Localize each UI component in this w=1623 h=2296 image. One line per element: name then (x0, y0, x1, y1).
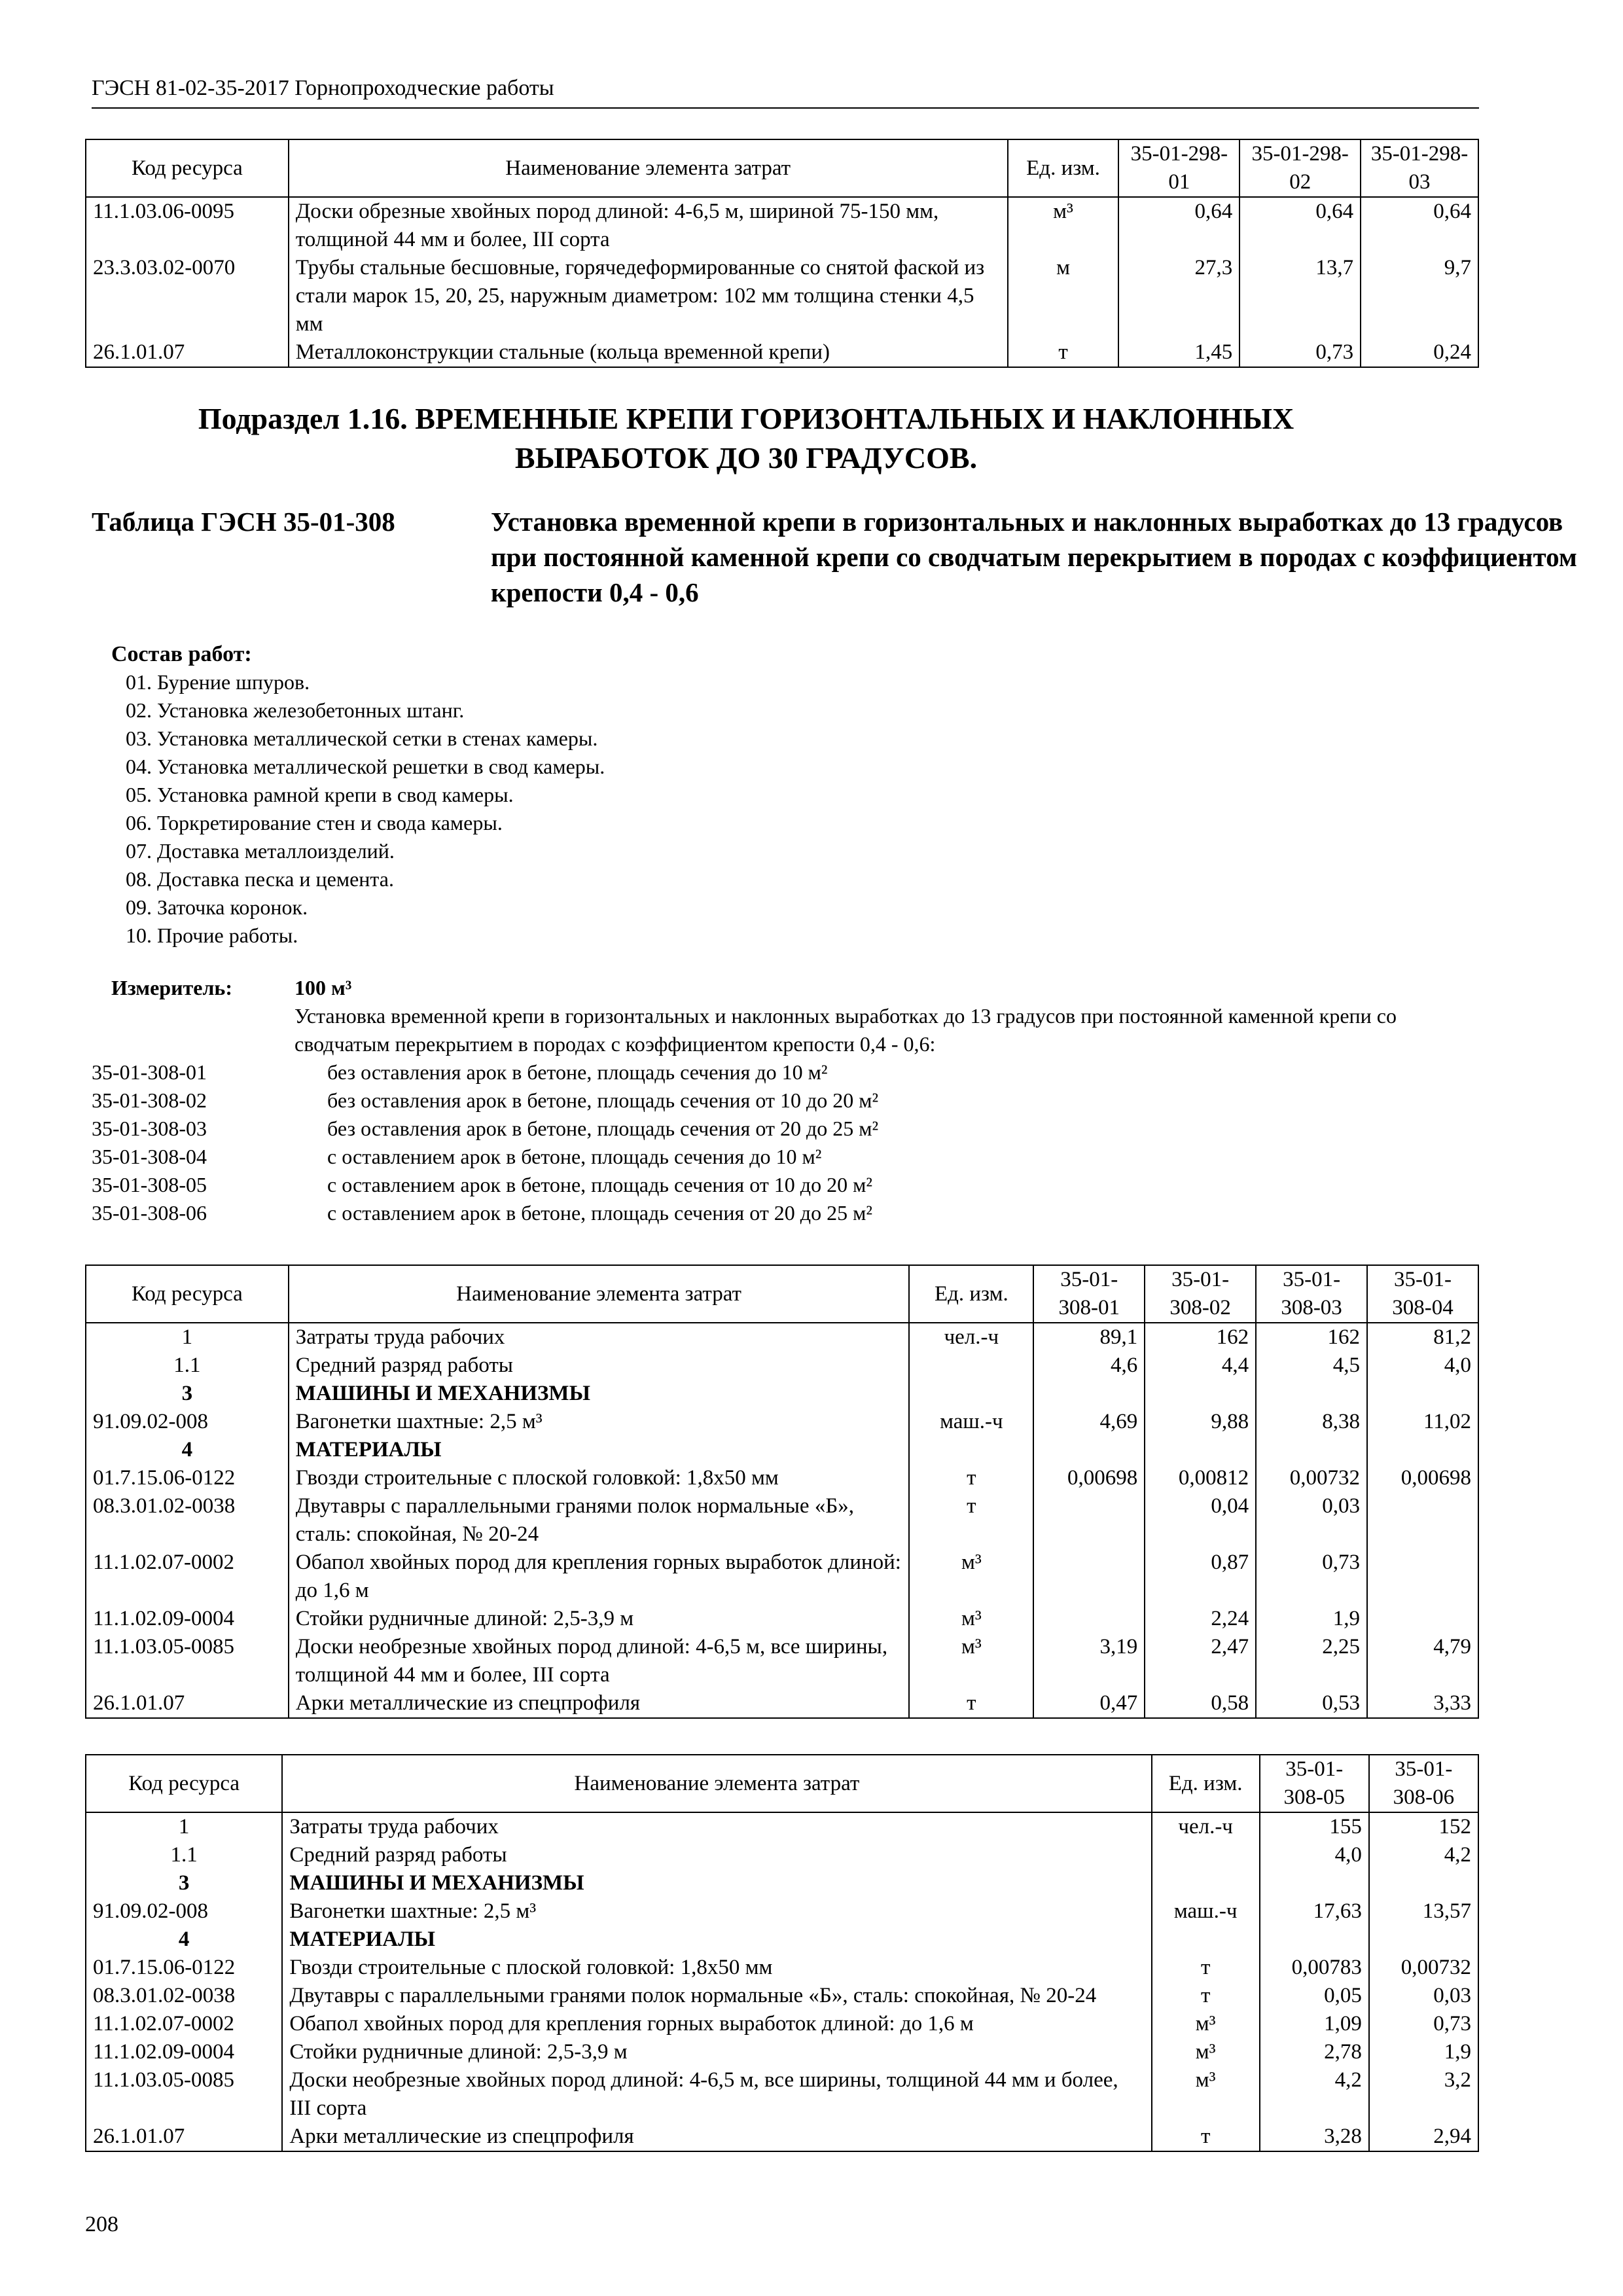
meter-label: Измеритель: (111, 976, 232, 999)
list-item: 09. Заточка коронок. (126, 895, 308, 919)
resource-code: 11.1.03.05-0085 (86, 1633, 289, 1689)
resource-table-a (85, 1265, 1479, 1719)
resource-value: 0,73 (1256, 1549, 1367, 1605)
resource-code: 26.1.01.07 (86, 1689, 289, 1718)
table-row (86, 1841, 1478, 1869)
resource-value: 0,03 (1369, 1982, 1478, 2010)
column-header: 35-01-308-04 (1367, 1265, 1478, 1323)
table-row (86, 338, 1478, 367)
resource-unit (1152, 1841, 1260, 1869)
table-header-row (86, 1755, 1478, 1812)
resource-unit: м³ (909, 1633, 1033, 1689)
column-header: Ед. изм. (1152, 1755, 1260, 1812)
resource-value: 2,24 (1145, 1605, 1256, 1633)
meter-code: 35-01-308-06 (92, 1201, 207, 1225)
resource-code: 08.3.01.02-0038 (86, 1492, 289, 1549)
work-composition (111, 640, 605, 950)
resource-value (1369, 1926, 1478, 1954)
resource-value: 11,02 (1367, 1408, 1478, 1436)
resource-code: 91.09.02-008 (86, 1897, 282, 1926)
resource-code: 23.3.03.02-0070 (86, 254, 289, 338)
table-row (86, 1380, 1478, 1408)
table-row (86, 1408, 1478, 1436)
resource-unit (909, 1436, 1033, 1464)
table-row (86, 1549, 1478, 1605)
resource-value: 8,38 (1256, 1408, 1367, 1436)
table-row (86, 1897, 1478, 1926)
resource-value: 0,00732 (1369, 1954, 1478, 1982)
resource-value: 4,6 (1033, 1352, 1145, 1380)
meter-desc: с оставлением арок в бетоне, площадь сечения от 20 до 25 м² (327, 1201, 872, 1225)
meter-desc: с оставлением арок в бетоне, площадь сечения от 10 до 20 м² (327, 1173, 872, 1196)
column-header: 35-01-308-05 (1260, 1755, 1369, 1812)
resource-code: 4 (86, 1436, 289, 1464)
resource-value: 0,00698 (1367, 1464, 1478, 1492)
resource-unit: т (1152, 1954, 1260, 1982)
table-row (86, 1436, 1478, 1464)
resource-name: Вагонетки шахтные: 2,5 м³ (289, 1408, 910, 1436)
column-header: 35-01-298-01 (1118, 139, 1240, 197)
resource-name: Затраты труда рабочих (289, 1323, 910, 1352)
resource-value: 0,64 (1361, 197, 1478, 254)
resource-value: 0,73 (1240, 338, 1361, 367)
meter-code: 35-01-308-01 (92, 1060, 207, 1084)
column-header: Ед. изм. (909, 1265, 1033, 1323)
resource-value: 3,19 (1033, 1633, 1145, 1689)
resource-value: 0,87 (1145, 1549, 1256, 1605)
resource-value (1145, 1380, 1256, 1408)
resource-unit: т (909, 1492, 1033, 1549)
resource-code: 1 (86, 1323, 289, 1352)
meter-code: 35-01-308-05 (92, 1173, 207, 1196)
resource-name: МАШИНЫ И МЕХАНИЗМЫ (289, 1380, 910, 1408)
resource-value: 162 (1256, 1323, 1367, 1352)
resource-value: 0,00732 (1256, 1464, 1367, 1492)
table-row (86, 2010, 1478, 2038)
table-row (86, 1869, 1478, 1897)
meter-code: 35-01-308-04 (92, 1145, 207, 1168)
resource-code: 11.1.02.07-0002 (86, 2010, 282, 2038)
table-row (86, 1954, 1478, 1982)
resource-value: 3,2 (1369, 2066, 1478, 2123)
resource-value (1367, 1380, 1478, 1408)
resource-value (1367, 1436, 1478, 1464)
resource-value: 1,45 (1118, 338, 1240, 367)
resource-name: Стойки рудничные длиной: 2,5-3,9 м (289, 1605, 910, 1633)
resource-unit (909, 1380, 1033, 1408)
column-header: 35-01-298-03 (1361, 139, 1478, 197)
table-row (86, 1605, 1478, 1633)
column-header: 35-01-308-01 (1033, 1265, 1145, 1323)
resource-name: МАТЕРИАЛЫ (289, 1436, 910, 1464)
resource-value: 0,04 (1145, 1492, 1256, 1549)
resource-unit (1152, 1869, 1260, 1897)
resource-value: 0,03 (1256, 1492, 1367, 1549)
resource-value: 81,2 (1367, 1323, 1478, 1352)
resource-table-b (85, 1754, 1479, 2152)
resource-value: 0,47 (1033, 1689, 1145, 1718)
resource-value: 4,0 (1367, 1352, 1478, 1380)
resource-code: 91.09.02-008 (86, 1408, 289, 1436)
resource-value (1033, 1492, 1145, 1549)
resource-value (1256, 1436, 1367, 1464)
column-header: 35-01-298-02 (1240, 139, 1361, 197)
resource-name: Двутавры с параллельными гранями полок нормальные «Б», сталь: спокойная, № 20-24 (289, 1492, 910, 1549)
resource-value: 2,94 (1369, 2123, 1478, 2151)
resource-value (1260, 1926, 1369, 1954)
resource-unit: маш.-ч (1152, 1897, 1260, 1926)
resource-code: 08.3.01.02-0038 (86, 1982, 282, 2010)
resource-unit: чел.-ч (909, 1323, 1033, 1352)
resource-value (1145, 1436, 1256, 1464)
resource-value: 155 (1260, 1812, 1369, 1841)
resource-value: 4,69 (1033, 1408, 1145, 1436)
resource-name: Обапол хвойных пород для крепления горных выработок длиной: до 1,6 м (282, 2010, 1151, 2038)
resource-name: Арки металлические из спецпрофиля (282, 2123, 1151, 2151)
resource-unit: м³ (1152, 2066, 1260, 2123)
resource-value: 2,78 (1260, 2038, 1369, 2066)
resource-unit (1152, 1926, 1260, 1954)
resource-value (1260, 1869, 1369, 1897)
resource-unit: т (1008, 338, 1119, 367)
resource-code: 4 (86, 1926, 282, 1954)
resource-name: Доски обрезные хвойных пород длиной: 4-6,5 м, шириной 75-150 мм, толщиной 44 мм и более, III сорта (289, 197, 1008, 254)
resource-code: 11.1.02.07-0002 (86, 1549, 289, 1605)
resource-value (1367, 1492, 1478, 1549)
resource-name: МАТЕРИАЛЫ (282, 1926, 1151, 1954)
resource-code: 11.1.03.06-0095 (86, 197, 289, 254)
resource-value: 17,63 (1260, 1897, 1369, 1926)
resource-name: Трубы стальные бесшовные, горячедеформированные со снятой фаской из стали марок 15, 20, 25, наружным диаметром: 102 мм толщина стенки 4,5 мм (289, 254, 1008, 338)
resource-unit: чел.-ч (1152, 1812, 1260, 1841)
resource-unit: м³ (1152, 2010, 1260, 2038)
table-row (86, 1982, 1478, 2010)
resource-name: Средний разряд работы (282, 1841, 1151, 1869)
column-header: Ед. изм. (1008, 139, 1119, 197)
resource-unit: м³ (1008, 197, 1119, 254)
resource-value: 9,7 (1361, 254, 1478, 338)
list-item: 06. Торкретирование стен и свода камеры. (126, 811, 503, 834)
resource-code: 11.1.03.05-0085 (86, 2066, 282, 2123)
list-item: 02. Установка железобетонных штанг. (126, 698, 465, 722)
resource-code: 01.7.15.06-0122 (86, 1954, 282, 1982)
table-row (86, 2066, 1478, 2123)
resource-value (1369, 1869, 1478, 1897)
table-row (86, 1633, 1478, 1689)
resource-value (1033, 1436, 1145, 1464)
column-header: 35-01-308-02 (1145, 1265, 1256, 1323)
resource-name: Доски необрезные хвойных пород длиной: 4-6,5 м, все ширины, толщиной 44 мм и более, III сорта (289, 1633, 910, 1689)
resource-value: 0,64 (1240, 197, 1361, 254)
resource-code: 1.1 (86, 1841, 282, 1869)
table-row (86, 1323, 1478, 1352)
resource-value: 4,5 (1256, 1352, 1367, 1380)
subsection-title-line: ВЫРАБОТОК ДО 30 ГРАДУСОВ. (514, 441, 978, 475)
meter-value: 100 м³ (294, 976, 352, 999)
column-header: Наименование элемента затрат (289, 1265, 910, 1323)
resource-value: 0,00812 (1145, 1464, 1256, 1492)
column-header: 35-01-308-03 (1256, 1265, 1367, 1323)
column-header: Код ресурса (86, 1265, 289, 1323)
table-header-row (86, 1265, 1478, 1323)
meter-desc: без оставления арок в бетоне, площадь сечения до 10 м² (327, 1060, 828, 1084)
resource-value: 89,1 (1033, 1323, 1145, 1352)
subsection-title (118, 399, 1374, 478)
resource-code: 3 (86, 1869, 282, 1897)
resource-code: 3 (86, 1380, 289, 1408)
column-header: Наименование элемента затрат (282, 1755, 1151, 1812)
resource-value: 13,57 (1369, 1897, 1478, 1926)
resource-name: Средний разряд работы (289, 1352, 910, 1380)
resource-unit: м³ (909, 1605, 1033, 1633)
resource-name: Гвозди строительные с плоской головкой: 1,8x50 мм (282, 1954, 1151, 1982)
list-item: 08. Доставка песка и цемента. (126, 867, 394, 891)
resource-value: 152 (1369, 1812, 1478, 1841)
resource-unit: т (909, 1689, 1033, 1718)
resource-value: 0,00783 (1260, 1954, 1369, 1982)
table-row (86, 1926, 1478, 1954)
resource-name: Затраты труда рабочих (282, 1812, 1151, 1841)
resource-value: 4,4 (1145, 1352, 1256, 1380)
table-row (86, 1492, 1478, 1549)
resource-value: 9,88 (1145, 1408, 1256, 1436)
resource-name: Обапол хвойных пород для крепления горных выработок длиной: до 1,6 м (289, 1549, 910, 1605)
resource-name: Арки металлические из спецпрофиля (289, 1689, 910, 1718)
work-composition-title: Состав работ: (111, 642, 252, 666)
table-row (86, 2038, 1478, 2066)
resource-unit: м³ (909, 1549, 1033, 1605)
resource-name: МАШИНЫ И МЕХАНИЗМЫ (282, 1869, 1151, 1897)
resource-value (1367, 1605, 1478, 1633)
resource-value: 162 (1145, 1323, 1256, 1352)
resource-code: 26.1.01.07 (86, 2123, 282, 2151)
resource-value: 4,2 (1260, 2066, 1369, 2123)
subsection-title-line: Подраздел 1.16. ВРЕМЕННЫЕ КРЕПИ ГОРИЗОНТАЛЬНЫХ И НАКЛОННЫХ (198, 402, 1294, 435)
resource-value: 27,3 (1118, 254, 1240, 338)
resource-value: 1,9 (1256, 1605, 1367, 1633)
resource-value: 4,0 (1260, 1841, 1369, 1869)
table-row (86, 1689, 1478, 1718)
resource-code: 1 (86, 1812, 282, 1841)
column-header: 35-01-308-06 (1369, 1755, 1478, 1812)
list-item: 04. Установка металлической решетки в свод камеры. (126, 755, 605, 778)
resource-value (1033, 1380, 1145, 1408)
resource-table-top (85, 139, 1479, 368)
resource-value: 13,7 (1240, 254, 1361, 338)
meter-description: Установка временной крепи в горизонтальных и наклонных выработках до 13 градусов при постоянной каменной крепи со сводчатым перекрытием в породах с коэффициентом крепости 0,4 - 0,6: (294, 1004, 1397, 1056)
list-item: 10. Прочие работы. (126, 924, 298, 947)
column-header: Код ресурса (86, 1755, 282, 1812)
resource-unit: м³ (1152, 2038, 1260, 2066)
resource-value (1033, 1605, 1145, 1633)
resource-unit: м (1008, 254, 1119, 338)
table-heading-label: Таблица ГЭСН 35-01-308 (92, 507, 395, 537)
resource-name: Стойки рудничные длиной: 2,5-3,9 м (282, 2038, 1151, 2066)
table-row (86, 1352, 1478, 1380)
list-item: 07. Доставка металлоизделий. (126, 839, 395, 863)
resource-code: 11.1.02.09-0004 (86, 1605, 289, 1633)
page-header: ГЭСН 81-02-35-2017 Горнопроходческие работы (92, 76, 1479, 109)
resource-unit: т (1152, 2123, 1260, 2151)
resource-value: 3,33 (1367, 1689, 1478, 1718)
resource-code: 11.1.02.09-0004 (86, 2038, 282, 2066)
resource-value: 0,73 (1369, 2010, 1478, 2038)
column-header: Код ресурса (86, 139, 289, 197)
meter-code: 35-01-308-03 (92, 1117, 207, 1140)
resource-value: 0,05 (1260, 1982, 1369, 2010)
resource-unit: т (1152, 1982, 1260, 2010)
resource-code: 1.1 (86, 1352, 289, 1380)
resource-value: 0,58 (1145, 1689, 1256, 1718)
resource-value: 0,24 (1361, 338, 1478, 367)
resource-unit: маш.-ч (909, 1408, 1033, 1436)
resource-value: 1,09 (1260, 2010, 1369, 2038)
resource-name: Металлоконструкции стальные (кольца временной крепи) (289, 338, 1008, 367)
resource-name: Гвозди строительные с плоской головкой: 1,8x50 мм (289, 1464, 910, 1492)
list-item: 01. Бурение шпуров. (126, 670, 310, 694)
table-row (86, 197, 1478, 254)
resource-value: 1,9 (1369, 2038, 1478, 2066)
resource-value: 0,53 (1256, 1689, 1367, 1718)
table-row (86, 1812, 1478, 1841)
resource-value: 4,79 (1367, 1633, 1478, 1689)
resource-value: 2,47 (1145, 1633, 1256, 1689)
resource-name: Двутавры с параллельными гранями полок нормальные «Б», сталь: спокойная, № 20-24 (282, 1982, 1151, 2010)
resource-value: 0,64 (1118, 197, 1240, 254)
resource-code: 01.7.15.06-0122 (86, 1464, 289, 1492)
table-row (86, 2123, 1478, 2151)
resource-value (1033, 1549, 1145, 1605)
meter-desc: без оставления арок в бетоне, площадь сечения от 10 до 20 м² (327, 1088, 879, 1112)
table-row (86, 1464, 1478, 1492)
resource-value (1367, 1549, 1478, 1605)
table-row (86, 254, 1478, 338)
resource-name: Вагонетки шахтные: 2,5 м³ (282, 1897, 1151, 1926)
resource-value (1256, 1380, 1367, 1408)
resource-value: 3,28 (1260, 2123, 1369, 2151)
list-item: 03. Установка металлической сетки в стенах камеры. (126, 726, 598, 750)
page-number: 208 (85, 2212, 118, 2236)
resource-unit: т (909, 1464, 1033, 1492)
table-header-row (86, 139, 1478, 197)
column-header: Наименование элемента затрат (289, 139, 1008, 197)
table-heading-text: Установка временной крепи в горизонтальных и наклонных выработках до 13 градусов при постоянной каменной крепи со сводчатым перекрытием в породах с коэффициентом крепости 0,4 - 0,6 (491, 507, 1577, 607)
resource-name: Доски необрезные хвойных пород длиной: 4-6,5 м, все ширины, толщиной 44 мм и более, III сорта (282, 2066, 1151, 2123)
meter-desc: без оставления арок в бетоне, площадь сечения от 20 до 25 м² (327, 1117, 879, 1140)
meter-desc: с оставлением арок в бетоне, площадь сечения до 10 м² (327, 1145, 822, 1168)
resource-value: 2,25 (1256, 1633, 1367, 1689)
list-item: 05. Установка рамной крепи в свод камеры. (126, 783, 514, 806)
meter-code: 35-01-308-02 (92, 1088, 207, 1112)
resource-value: 0,00698 (1033, 1464, 1145, 1492)
resource-code: 26.1.01.07 (86, 338, 289, 367)
resource-value: 4,2 (1369, 1841, 1478, 1869)
resource-unit (909, 1352, 1033, 1380)
